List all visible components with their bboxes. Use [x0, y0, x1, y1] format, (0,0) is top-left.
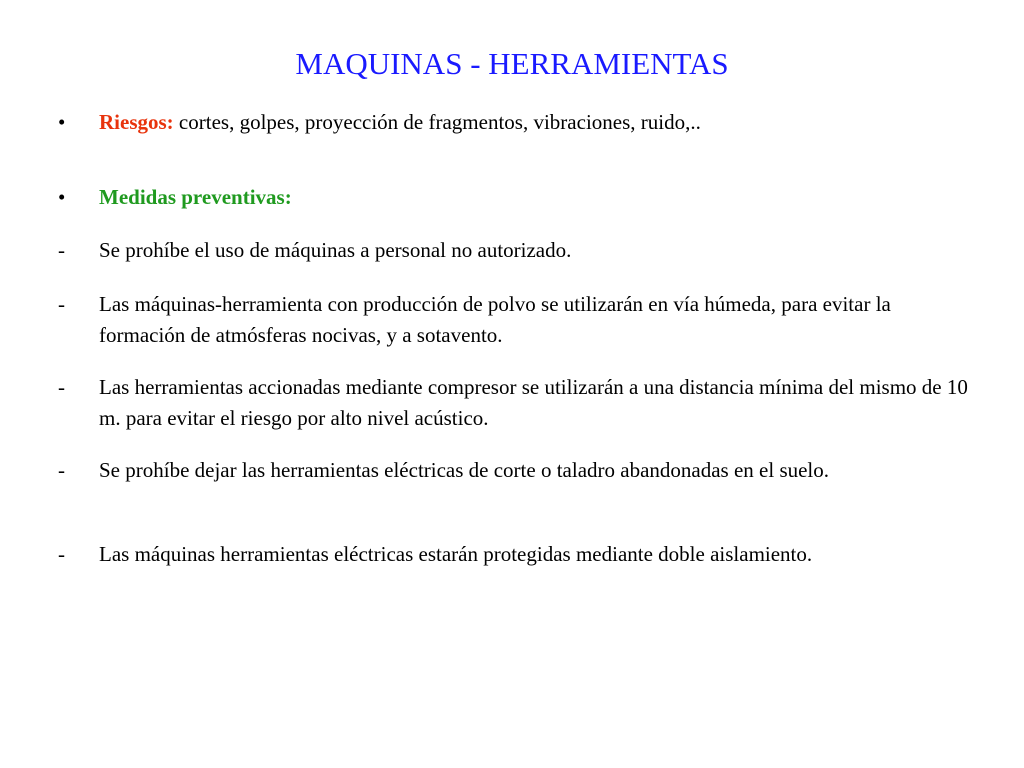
risks-description: cortes, golpes, proyección de fragmentos, vibraciones, ruido,..: [173, 110, 701, 134]
dash-marker: -: [58, 292, 65, 316]
measures-label: Medidas preventivas:: [99, 185, 292, 209]
measure-item-text: Las máquinas herramientas eléctricas estarán protegidas mediante doble aislamiento.: [99, 542, 813, 566]
dash-marker: -: [58, 542, 65, 566]
measure-item-text: Las máquinas-herramienta con producción de polvo se utilizarán en vía húmeda, para evitar la formación de atmósferas nocivas, y a sotavento.: [99, 292, 891, 347]
slide-title: MAQUINAS - HERRAMIENTAS: [295, 46, 729, 81]
measure-item-text: Se prohíbe el uso de máquinas a personal no autorizado.: [99, 238, 572, 262]
dash-marker: -: [58, 458, 65, 482]
measures-heading: [99, 182, 979, 213]
bullet-marker: •: [58, 185, 66, 209]
dash-marker: -: [58, 238, 65, 262]
measure-item-text: Se prohíbe dejar las herramientas eléctricas de corte o taladro abandonadas en el suelo.: [99, 458, 830, 482]
risks-text-block: [99, 107, 979, 138]
dash-marker: -: [58, 375, 65, 399]
risks-label: Riesgos:: [99, 110, 174, 134]
bullet-marker: •: [58, 110, 66, 134]
measure-item-text: Las herramientas accionadas mediante compresor se utilizarán a una distancia mínima del mismo de 10 m. para evitar el riesgo por alto nivel acústico.: [99, 375, 968, 430]
